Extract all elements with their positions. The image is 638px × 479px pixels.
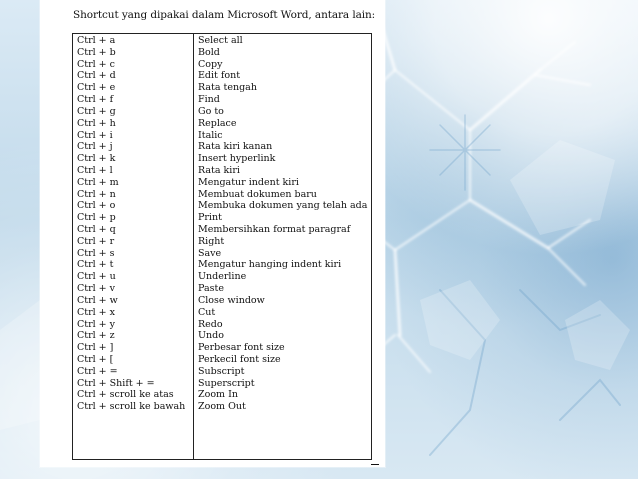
shortcut-key-cell: Ctrl + j [77, 141, 113, 153]
shortcut-key-cell: Ctrl + u [77, 271, 116, 283]
shortcut-action-cell: Rata kiri kanan [198, 141, 273, 153]
shortcut-key-cell: Ctrl + x [77, 306, 116, 318]
shortcut-key-cell: Ctrl + v [77, 283, 116, 295]
shortcut-action-cell: Go to [198, 105, 224, 117]
shortcut-action-cell: Paste [198, 283, 224, 295]
shortcut-key-cell: Ctrl + y [77, 318, 116, 330]
shortcut-action-cell: Zoom In [198, 389, 238, 401]
shortcut-key-cell: Ctrl + w [77, 294, 118, 306]
shortcut-action-cell: Find [198, 94, 220, 106]
shortcut-action-cell: Save [198, 247, 222, 259]
shortcut-action-cell: Mengatur hanging indent kiri [198, 259, 342, 271]
shortcut-action-cell: Rata kiri [198, 164, 240, 176]
shortcut-action-cell: Perbesar font size [198, 342, 285, 354]
shortcut-key-cell: Ctrl + scroll ke atas [77, 389, 174, 401]
page-title: Shortcut yang dipakai dalam Microsoft Word, antara lain: [73, 9, 376, 21]
shortcut-key-cell: Ctrl + a [77, 35, 116, 46]
shortcut-action-cell: Membersihkan format paragraf [198, 224, 351, 235]
shortcut-key-cell: Ctrl + k [77, 153, 116, 165]
shortcut-action-cell: Redo [198, 318, 223, 330]
shortcut-key-cell: Ctrl + t [77, 259, 114, 271]
shortcut-action-cell: Perkecil font size [198, 353, 281, 365]
shortcut-key-cell: Ctrl + g [77, 105, 116, 117]
shortcut-key-cell: Ctrl + n [77, 188, 116, 200]
shortcut-key-cell: Ctrl + h [77, 117, 116, 129]
shortcut-action-cell: Membuka dokumen yang telah ada [198, 200, 368, 212]
shortcut-key-cell: Ctrl + m [77, 176, 119, 188]
shortcut-key-cell: Ctrl + d [77, 70, 116, 82]
shortcut-action-cell: Insert hyperlink [198, 153, 276, 165]
shortcut-key-cell: Ctrl + ] [77, 342, 114, 354]
shortcut-action-cell: Right [198, 235, 225, 247]
shortcut-key-cell: Ctrl + i [77, 129, 113, 141]
shortcut-action-cell: Print [198, 212, 222, 224]
shortcut-action-cell: Mengatur indent kiri [198, 176, 299, 188]
shortcut-action-cell: Close window [198, 294, 265, 306]
shortcut-key-cell: Ctrl + Shift + = [77, 377, 155, 389]
shortcut-key-cell: Ctrl + c [77, 58, 115, 70]
shortcut-key-cell: Ctrl + o [77, 200, 116, 212]
shortcut-action-cell: Cut [198, 306, 216, 318]
shortcut-table [72, 33, 372, 460]
shortcut-key-cell: Ctrl + q [77, 224, 116, 235]
shortcut-key-cell: Ctrl + l [77, 164, 113, 176]
shortcut-action-cell: Replace [198, 117, 237, 129]
shortcut-action-cell: Superscript [198, 377, 255, 389]
shortcut-action-cell: Underline [198, 271, 247, 283]
document-page [40, 0, 385, 467]
shortcut-action-cell: Select all [198, 35, 243, 46]
end-mark [371, 464, 379, 465]
shortcut-key-cell: Ctrl + scroll ke bawah [77, 401, 186, 413]
shortcut-key-cell: Ctrl + r [77, 235, 115, 247]
shortcut-key-cell: Ctrl + [ [77, 353, 114, 365]
shortcut-key-cell: Ctrl + p [77, 212, 116, 224]
shortcut-key-cell: Ctrl + e [77, 82, 116, 94]
shortcut-action-cell: Bold [198, 46, 220, 58]
shortcut-action-cell: Zoom Out [198, 401, 246, 413]
shortcut-key-cell: Ctrl + = [77, 365, 118, 377]
shortcut-action-cell: Undo [198, 330, 224, 342]
shortcut-action-cell: Rata tengah [198, 82, 257, 94]
shortcut-key-cell: Ctrl + b [77, 46, 116, 58]
shortcut-action-cell: Italic [198, 129, 223, 141]
shortcut-key-cell: Ctrl + z [77, 330, 115, 342]
shortcut-action-cell: Edit font [198, 70, 241, 82]
shortcut-action-cell: Copy [198, 58, 223, 70]
shortcut-key-cell: Ctrl + s [77, 247, 115, 259]
shortcut-rows [73, 34, 371, 459]
shortcut-action-cell: Membuat dokumen baru [198, 188, 317, 200]
shortcut-key-cell: Ctrl + f [77, 94, 114, 106]
shortcut-action-cell: Subscript [198, 365, 245, 377]
